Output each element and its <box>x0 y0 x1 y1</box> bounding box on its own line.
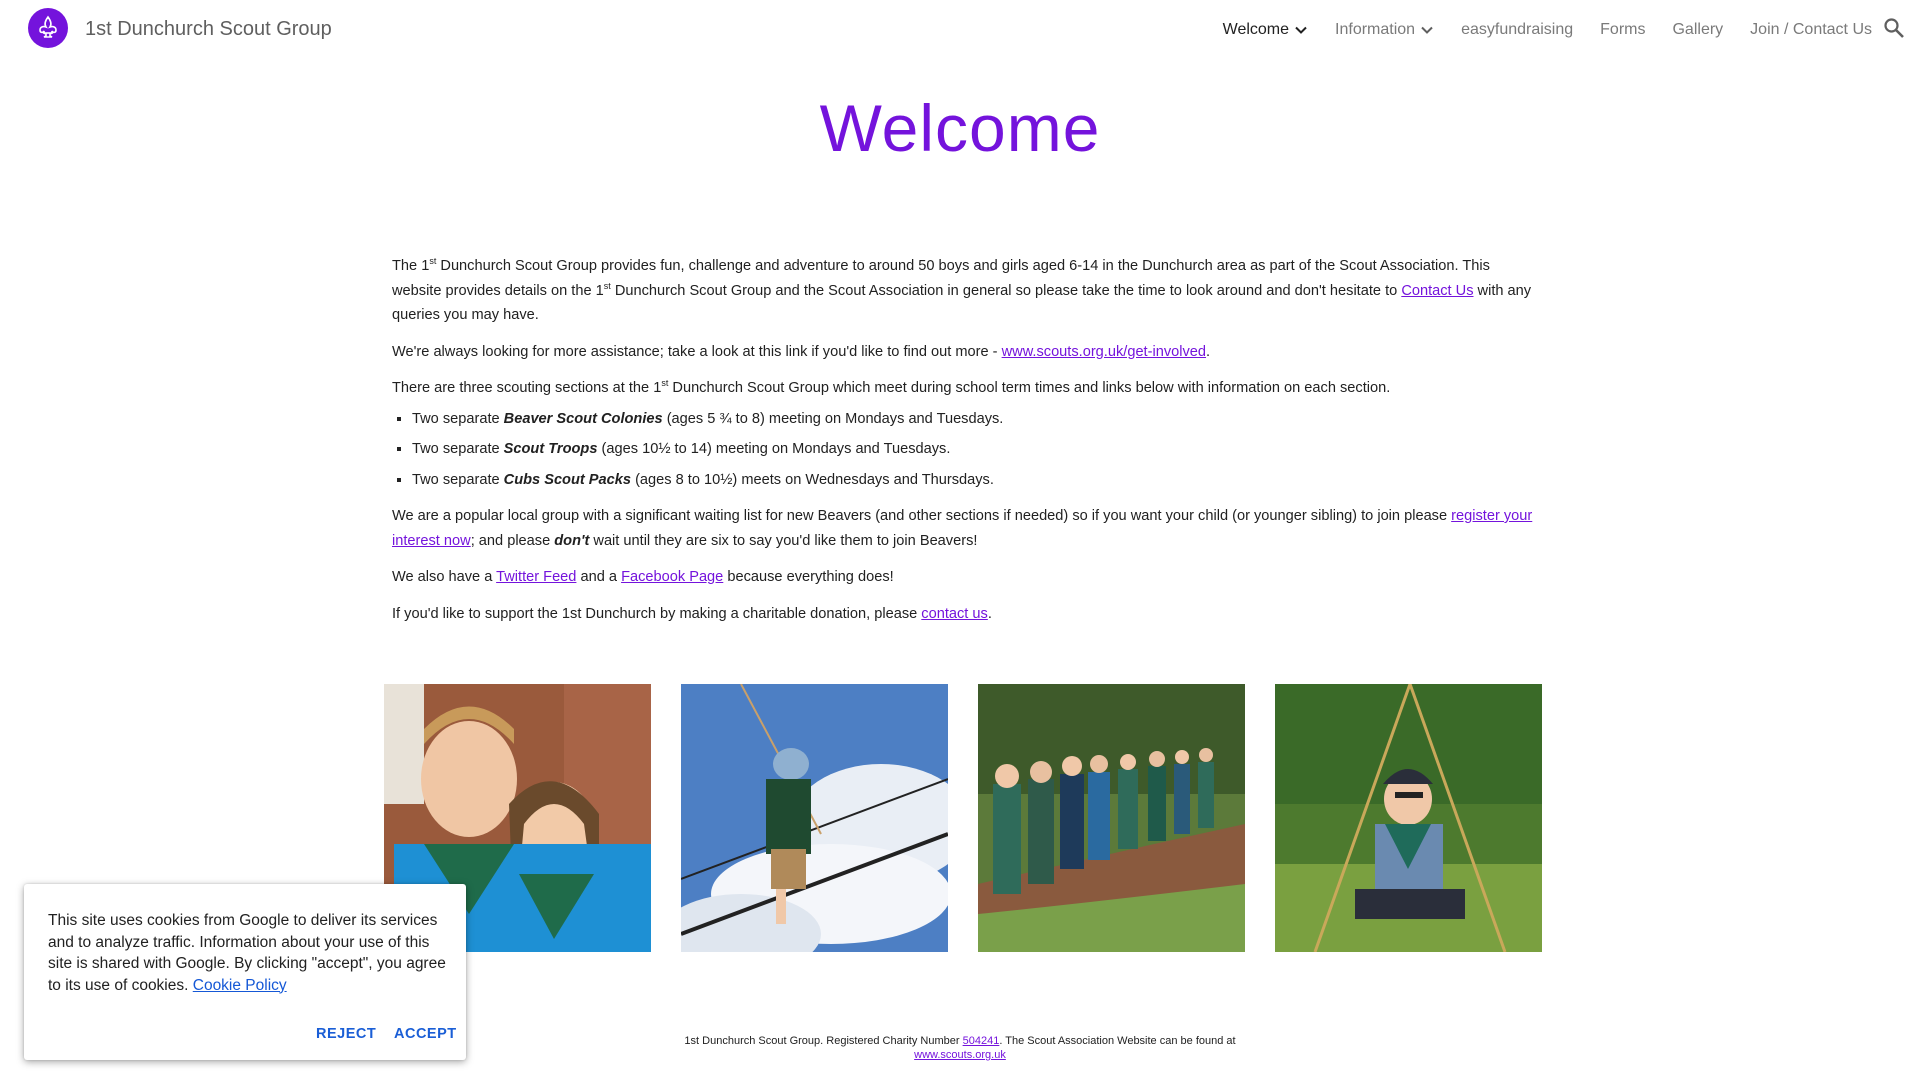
main-nav <box>1196 18 1872 42</box>
nav-item-label: Information <box>1335 21 1416 38</box>
text: Dunchurch Scout Group and the Scout Association in general so please take the time to look around and don't hesitate to <box>610 282 1402 299</box>
text: wait until they are six to say you'd like them to join Beavers! <box>589 532 978 549</box>
site-header <box>0 0 1920 58</box>
get-involved-link[interactable]: www.scouts.org.uk/get-involved <box>1001 343 1207 360</box>
footer-text: 1st Dunchurch Scout Group. Registered Charity Number <box>684 1035 963 1047</box>
waiting-list-paragraph <box>392 504 1542 553</box>
cookie-policy-link[interactable]: Cookie Policy <box>192 976 287 994</box>
emphasis: don't <box>554 532 590 549</box>
superscript: st <box>661 378 669 389</box>
scout-fleur-de-lis-logo-icon[interactable] <box>28 8 68 48</box>
search-icon[interactable] <box>1882 16 1906 40</box>
page-title: Welcome <box>819 91 1101 165</box>
cookie-text: This site uses cookies from Google to deliver its services and to analyze traffic. Information about your use of this site is shared with Google. By clicking "accept", you agree to its use of cookies. <box>48 912 446 994</box>
cookie-consent-banner <box>24 884 466 1060</box>
text: There are three scouting sections at the 1 <box>392 380 662 396</box>
charity-number-link[interactable]: 504241 <box>962 1035 1000 1047</box>
text: ; and please <box>470 532 555 549</box>
social-paragraph <box>392 565 1542 590</box>
reject-button[interactable]: REJECT <box>316 1026 377 1042</box>
text: (ages 10½ to 14) meeting on Mondays and Tuesdays. <box>597 441 951 457</box>
intro-paragraph <box>392 254 1542 328</box>
photo-high-ropes[interactable] <box>681 684 948 952</box>
text: . <box>987 605 992 622</box>
text: Dunchurch Scout Group which meet during school term times and links below with information on each section. <box>668 380 1391 396</box>
text: We are a popular local group with a significant waiting list for new Beavers (and other sections if needed) so if you want your child (or younger sibling) to join please <box>392 508 1452 524</box>
nav-item-easyfundraising[interactable] <box>1461 19 1573 41</box>
main-content <box>392 254 1542 638</box>
list-item <box>412 468 1542 493</box>
text: Two separate <box>412 410 504 427</box>
photo-scout-in-shelter[interactable] <box>1275 684 1542 952</box>
nav-item-label: easyfundraising <box>1461 21 1574 38</box>
donation-contact-link[interactable]: contact us <box>921 605 988 622</box>
nav-item-forms[interactable] <box>1600 19 1645 41</box>
list-item <box>412 437 1542 462</box>
site-footer <box>660 1034 1260 1062</box>
text: Two separate <box>412 471 504 488</box>
text: and a <box>576 569 622 585</box>
cookie-message <box>48 910 448 996</box>
section-name: Scout Troops <box>503 441 598 457</box>
nav-item-gallery[interactable] <box>1672 19 1723 41</box>
nav-item-label: Join / Contact Us <box>1750 21 1872 38</box>
chevron-down-icon <box>1294 23 1308 37</box>
nav-item-label: Welcome <box>1222 21 1290 38</box>
contact-us-link[interactable]: Contact Us <box>1401 282 1474 299</box>
chevron-down-icon <box>1420 23 1434 37</box>
photo-strip <box>384 684 1544 952</box>
text: with any queries you may have. <box>392 282 1532 323</box>
register-interest-link[interactable]: register your interest now <box>392 508 1533 549</box>
list-item <box>412 407 1542 432</box>
text: (ages 8 to 10½) meets on Wednesdays and Thursdays. <box>631 471 994 488</box>
nav-item-join-contact[interactable] <box>1750 19 1872 41</box>
superscript: st <box>603 280 611 291</box>
footer-text: . The Scout Association Website can be found at <box>999 1035 1236 1047</box>
text: (ages 5 ¾ to 8) meeting on Mondays and Tuesdays. <box>662 410 1004 427</box>
facebook-page-link[interactable]: Facebook Page <box>621 569 724 585</box>
text: Two separate <box>412 441 504 457</box>
nav-item-label: Gallery <box>1672 21 1724 38</box>
sections-list <box>392 407 1542 493</box>
section-name: Cubs Scout Packs <box>503 471 632 488</box>
text: The 1 <box>392 258 430 274</box>
sections-paragraph <box>392 376 1542 401</box>
accept-button[interactable]: ACCEPT <box>394 1026 457 1042</box>
scouts-website-link[interactable]: www.scouts.org.uk <box>914 1049 1006 1061</box>
text: . <box>1206 343 1211 360</box>
superscript: st <box>429 256 437 267</box>
assistance-paragraph <box>392 340 1542 365</box>
section-name: Beaver Scout Colonies <box>503 410 663 427</box>
text: Dunchurch Scout Group provides fun, challenge and adventure to around 50 boys and girls aged 6-14 in the Dunchurch area as part of the Scout Association. This website provides details on the 1 <box>392 258 1490 299</box>
donation-paragraph <box>392 602 1542 627</box>
nav-item-information[interactable] <box>1335 19 1434 41</box>
text: because everything does! <box>723 569 894 585</box>
text: We also have a <box>392 569 497 585</box>
text: We're always looking for more assistance; take a look at this link if you'd like to find out more - <box>392 343 1002 360</box>
photo-group-hike[interactable] <box>978 684 1245 952</box>
text: If you'd like to support the 1st Dunchurch by making a charitable donation, please <box>392 605 922 622</box>
twitter-feed-link[interactable]: Twitter Feed <box>496 569 577 585</box>
site-title[interactable]: 1st Dunchurch Scout Group <box>85 18 332 40</box>
nav-item-label: Forms <box>1600 21 1646 38</box>
nav-item-welcome[interactable] <box>1223 19 1308 41</box>
